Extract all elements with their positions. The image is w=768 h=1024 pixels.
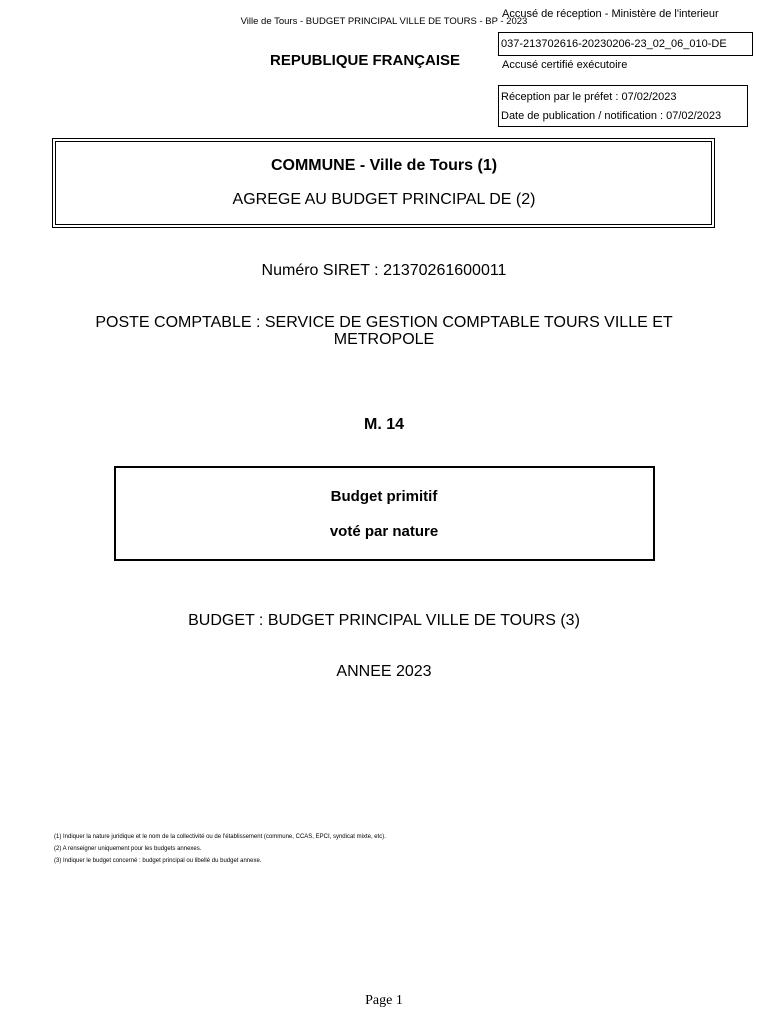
- page-number: Page 1: [365, 993, 403, 1008]
- budget-type-box: [114, 466, 655, 561]
- agrege-line: AGREGE AU BUDGET PRINCIPAL DE (2): [232, 191, 536, 208]
- budget-name: BUDGET : BUDGET PRINCIPAL VILLE DE TOURS (3): [188, 612, 580, 629]
- stamp-ack-label: Accusé de réception - Ministère de l'interieur: [502, 8, 719, 20]
- footnote-3: (3) Indiquer le budget concerné : budget principal ou libellé du budget annexe.: [54, 858, 262, 864]
- stamp-certified: Accusé certifié exécutoire: [502, 59, 628, 71]
- poste-comptable: POSTE COMPTABLE : SERVICE DE GESTION COMPTABLE TOURS VILLE ET METROPOLE: [95, 314, 673, 348]
- footnote-1: (1) Indiquer la nature juridique et le nom de la collectivité ou de l'établissement (commune, CCAS, EPCI, syndicat mixte, etc).: [54, 834, 386, 840]
- stamp-reception: Réception par le préfet : 07/02/2023: [501, 91, 677, 103]
- commune-title: COMMUNE - Ville de Tours (1): [270, 157, 498, 174]
- budget-year: ANNEE 2023: [336, 663, 432, 680]
- nomenclature: M. 14: [363, 416, 404, 433]
- republic-title: REPUBLIQUE FRANÇAISE: [270, 52, 461, 69]
- running-header: Ville de Tours - BUDGET PRINCIPAL VILLE DE TOURS - BP - 2023: [240, 16, 528, 27]
- siret-number: Numéro SIRET : 21370261600011: [261, 262, 507, 279]
- budget-type-line2: voté par nature: [329, 523, 439, 540]
- stamp-publication: Date de publication / notification : 07/02/2023: [501, 110, 722, 122]
- budget-type-line1: Budget primitif: [330, 488, 438, 505]
- stamp-ack-id: 037-213702616-20230206-23_02_06_010-DE: [501, 38, 727, 50]
- commune-box: [52, 138, 715, 228]
- footnote-2: (2) A renseigner uniquement pour les budgets annexes.: [54, 846, 202, 852]
- commune-box-inner: [55, 141, 712, 225]
